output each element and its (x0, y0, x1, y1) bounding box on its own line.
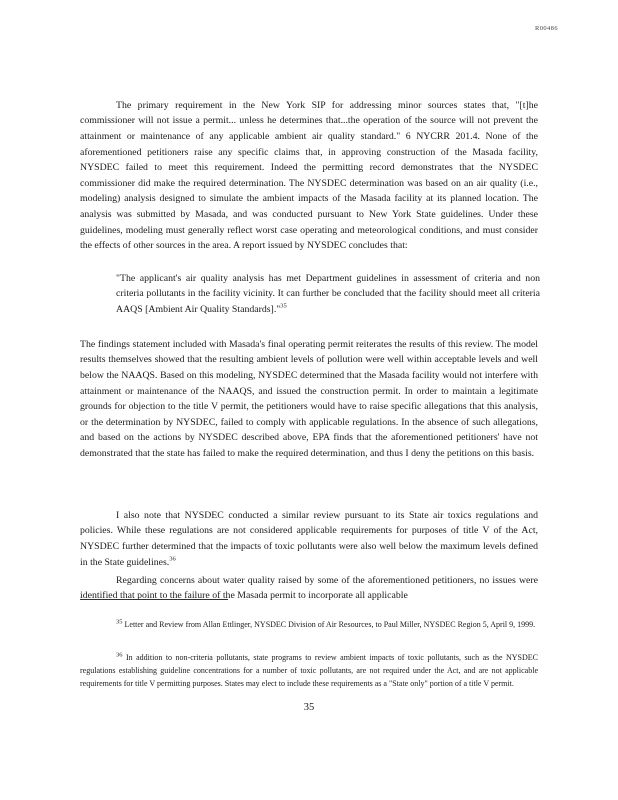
paragraph-water-quality: Regarding concerns about water quality raised by some of the aforementioned petitioners, no issues were identified that point to the failure of the Masada permit to incorporate all applicable (80, 574, 538, 602)
footnote-35-text: Letter and Review from Allan Ettlinger, NYSDEC Division of Air Resources, to Paul Miller, NYSDEC Region 5, April 9, 1999. (124, 620, 536, 629)
footnote-35-number: 35 (116, 618, 123, 626)
quoted-conclusion-text: "The applicant's air quality analysis has met Department guidelines in assessment of criteria and non criteria pollutants in the facility vicinity. It can further be concluded that the facility should meet all criteria AAQS [Ambient Air Quality Standards]." (116, 272, 540, 315)
footnote-36-number: 36 (116, 651, 123, 659)
footnote-36 (80, 651, 538, 690)
footnote-marker-35: 35 (280, 302, 287, 310)
quoted-conclusion (116, 271, 540, 318)
paragraph-air-toxics (80, 508, 538, 570)
document-id-header: R00486 (535, 25, 558, 32)
paragraph-findings-statement: The findings statement included with Masada's final operating permit reiterates the results of this review. The model results themselves showed that the resulting ambient levels of pollution were well within acceptable levels and well below the NAAQS. Based on this modeling, NYSDEC determined that the Masada facility would not interfere with attainment or maintenance of the NAAQS, and issued the construction permit. In order to maintain a legitimate grounds for objection to the title V permit, the petitioners would have to raise specific allegations that this analysis, or the determination by NYSDEC, failed to comply with applicable regulations. In the absence of such allegations, and based on the actions by NYSDEC described above, EPA finds that the aforementioned petitioners' have not demonstrated that the state has failed to make the required determination, and thus I deny the petitions on this basis. (80, 338, 538, 459)
paragraph-air-toxics-text: I also note that NYSDEC conducted a similar review pursuant to its State air toxics regulations and policies. While these regulations are not considered applicable requirements for purposes of title V of the Act, NYSDEC further determined that the impacts of toxic pollutants were also well below the maximum levels defined in the State guidelines. (80, 509, 538, 568)
page-number: 35 (303, 702, 315, 713)
footnote-marker-36: 36 (169, 555, 176, 563)
paragraph-sip-requirement: The primary requirement in the New York SIP for addressing minor sources states that, "[t]he commissioner will not issue a permit... unless he determines that...the operation of the source will not prevent the attainment or maintenance of any applicable ambient air quality standard." 6 NYCRR 201.4. None of the aforementioned petitioners raise any specific claims that, in approving construction of the Masada facility, NYSDEC failed to meet this requirement. Indeed the permitting record demonstrates that the NYSDEC commissioner did make the required determination. The NYSDEC determination was based on an air quality (i.e., modeling) analysis designed to simulate the ambient impacts of the Masada facility at its planned location. The analysis was submitted by Masada, and was conducted pursuant to New York State guidelines. Under these guidelines, modeling must generally reflect worst case operating and meteorological conditions, and must consider the effects of other sources in the area. A report issued by NYSDEC concludes that: (80, 99, 538, 252)
footnote-36-text: In addition to non-criteria pollutants, state programs to review ambient impacts of toxic pollutants, such as the NYSDEC regulations establishing guideline concentrations for a number of toxic pollutants, are not required under the Act, and are not applicable requirements for title V permitting purposes. States may elect to include these requirements as a "State only" portion of a title V permit. (80, 653, 538, 688)
footnote-35 (80, 618, 538, 631)
footnote-divider (80, 599, 228, 600)
